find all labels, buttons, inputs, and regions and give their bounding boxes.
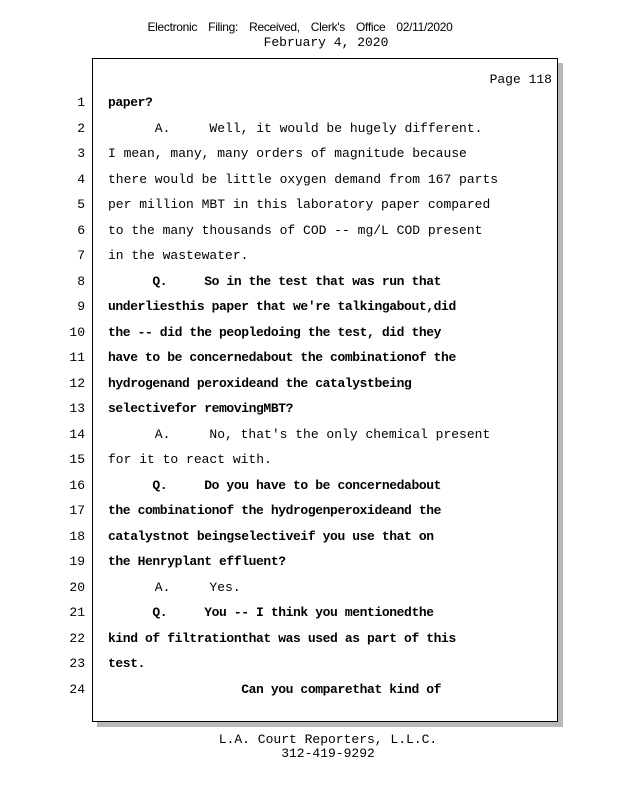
page-number: Page 118 [489,72,552,87]
transcript-line [0,121,618,141]
line-number: 12 [69,375,85,391]
line-number: 13 [69,401,85,416]
transcript-line [0,478,618,498]
transcript-line [0,248,618,268]
transcript-line [0,503,618,523]
transcript-date: February 4, 2020 [263,35,389,50]
line-text: I mean, many, many orders of magnitude because [108,146,467,161]
line-number: 1 [77,95,85,110]
line-number: 16 [69,477,85,493]
line-text: in the wastewater. [108,248,249,263]
line-text: selectivefor removingMBT? [108,401,294,416]
line-number: 11 [69,350,85,365]
line-number: 24 [69,681,85,697]
line-text: for it to react with. [108,452,272,467]
line-text: Q. So in the test that was run that [108,273,442,289]
line-number: 7 [77,248,85,263]
line-number: 23 [69,656,85,671]
line-text: the combinationof the hydrogenperoxideand the [108,503,442,518]
line-text: per million MBT in this laboratory paper compared [108,197,491,212]
line-text: the Henryplant effluent? [108,554,286,569]
line-text: the -- did the peopledoing the test, did they [108,324,442,340]
line-text: test. [108,656,146,671]
transcript-line [0,631,618,651]
line-number: 20 [69,579,85,595]
line-text: Q. Do you have to be concernedabout [108,477,442,493]
line-number: 8 [77,273,85,289]
line-text: kind of filtrationthat was used as part of this [108,630,456,646]
transcript-line [0,95,618,115]
transcript-line [0,682,618,702]
reporter-company: L.A. Court Reporters, L.L.C. [218,732,438,747]
line-text: paper? [108,95,153,110]
line-text: hydrogenand peroxideand the catalystbeing [108,375,412,391]
transcript-line [0,146,618,166]
line-number: 10 [69,324,85,340]
line-number: 4 [77,171,85,187]
transcript-line [0,529,618,549]
line-number: 2 [77,120,85,136]
line-number: 19 [69,554,85,569]
filing-stamp: Electronic Filing: Received, Clerk's Office 02/11/2020 [147,20,453,34]
transcript-line [0,172,618,192]
line-number: 22 [69,630,85,646]
reporter-phone: 312-419-9292 [281,746,375,761]
transcript-line [0,580,618,600]
transcript-line [0,325,618,345]
line-number: 5 [77,197,85,212]
line-number: 6 [77,222,85,238]
line-text: Q. You -- I think you mentionedthe [108,605,434,620]
transcript-line [0,554,618,574]
transcript-line [0,197,618,217]
line-number: 21 [69,605,85,620]
line-text: catalystnot beingselectiveif you use that on [108,528,434,544]
line-number: 14 [69,426,85,442]
line-text: A. Well, it would be hugely different. [108,120,483,136]
line-text: to the many thousands of COD -- mg/L COD present [108,222,483,238]
transcript-line [0,656,618,676]
line-text: A. No, that's the only chemical present [108,426,491,442]
transcript-line [0,223,618,243]
transcript-line [0,274,618,294]
transcript-line [0,376,618,396]
transcript-line [0,452,618,472]
transcript-line [0,605,618,625]
line-number: 3 [77,146,85,161]
line-number: 18 [69,528,85,544]
line-text: Can you comparethat kind of [108,681,442,697]
line-text: there would be little oxygen demand from 167 parts [108,171,499,187]
line-text: have to be concernedabout the combinationof the [108,350,456,365]
transcript-line [0,299,618,319]
footer [0,733,618,761]
transcript-line [0,427,618,447]
line-number: 15 [69,452,85,467]
transcript-line [0,401,618,421]
transcript-line [0,350,618,370]
line-number: 9 [77,299,85,314]
line-number: 17 [69,503,85,518]
line-text: A. Yes. [108,579,241,595]
line-text: underliesthis paper that we're talkingabout,did [108,299,456,314]
